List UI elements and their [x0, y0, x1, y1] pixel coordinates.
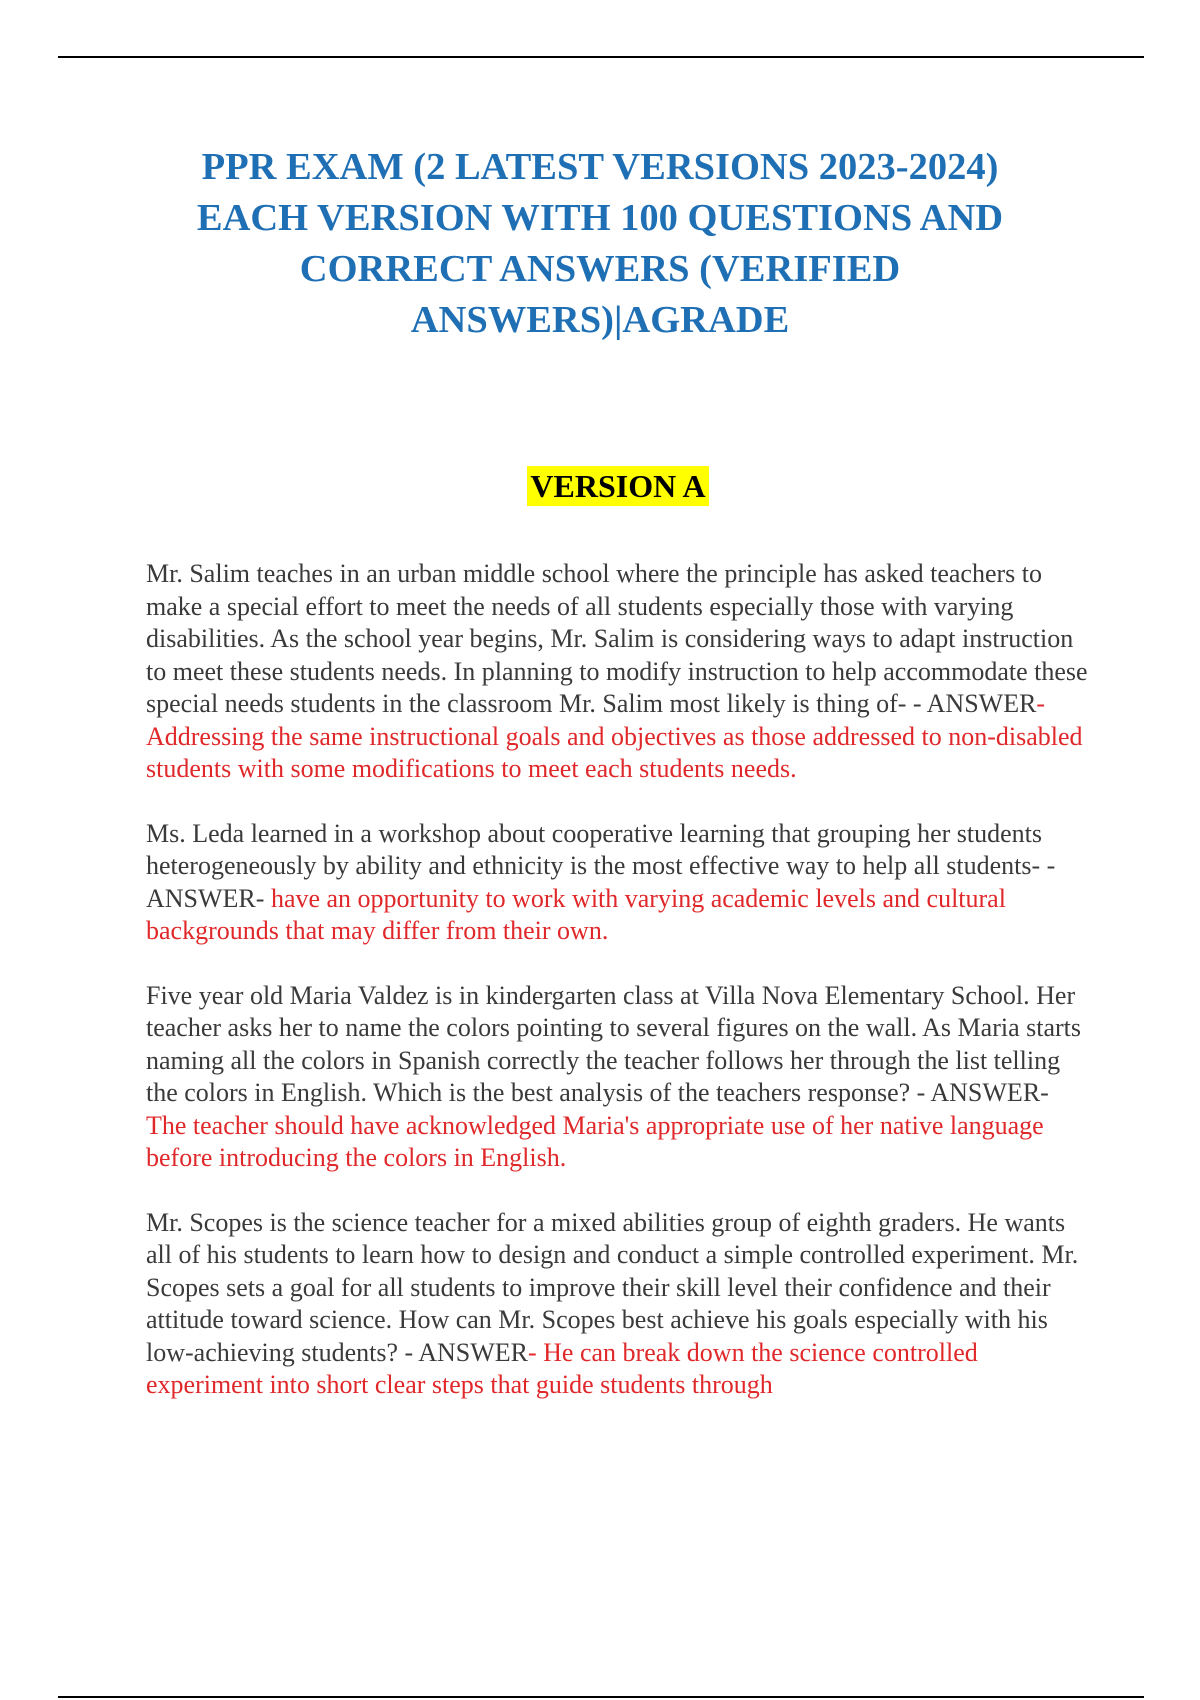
question-text: Five year old Maria Valdez is in kindergarten class at Villa Nova Elementary School. Her teacher asks her to name the colors pointing to several figures on the wall. As Maria starts naming all the colors in Spanish correctly the teacher follows her through the list telling the colors in English. Which is the best analysis of the teachers response? - ANSWER- — [146, 980, 1082, 1107]
answer-text: - He can break down the science controlled experiment into short clear steps that guide students through — [146, 1337, 978, 1399]
question-list — [146, 558, 1088, 1434]
question-item — [146, 818, 1088, 948]
question-item — [146, 1207, 1088, 1402]
document-title: PPR EXAM (2 LATEST VERSIONS 2023-2024) EACH VERSION WITH 100 QUESTIONS AND CORRECT ANSWERS (VERIFIED ANSWERS)|AGRADE — [196, 146, 1004, 341]
answer-text: - Addressing the same instructional goals and objectives as those addressed to non-disabled students with some modifications to meet each students needs. — [146, 689, 1083, 783]
question-item — [146, 558, 1088, 786]
bottom-rule — [58, 1696, 1144, 1698]
question-text: Mr. Scopes is the science teacher for a mixed abilities group of eighth graders. He wants all of his students to learn how to design and conduct a simple controlled experiment. Mr. Scopes sets a goal for all students to improve their skill level their confidence and their attitude toward science. How can Mr. Scopes best achieve his goals especially with his low-achieving students? - ANSWER — [146, 1207, 1079, 1367]
question-item — [146, 980, 1088, 1175]
answer-text: have an opportunity to work with varying academic levels and cultural backgrounds that may differ from their own. — [146, 883, 1006, 945]
top-rule — [58, 56, 1144, 58]
answer-text: The teacher should have acknowledged Maria's appropriate use of her native language before introducing the colors in English. — [146, 1110, 1044, 1172]
section-heading-wrap — [0, 466, 1200, 506]
version-heading: VERSION A — [527, 466, 708, 506]
question-text: Mr. Salim teaches in an urban middle school where the principle has asked teachers to make a special effort to meet the needs of all students especially those with varying disabilities. As the school year begins, Mr. Salim is considering ways to adapt instruction to meet these students needs. In planning to modify instruction to help accommodate these special needs students in the classroom Mr. Salim most likely is thing of- - ANSWER — [146, 559, 1088, 718]
question-text: Ms. Leda learned in a workshop about cooperative learning that grouping her students heterogeneously by ability and ethnicity is the most effective way to help all students- - ANSWER- — [146, 818, 1056, 913]
